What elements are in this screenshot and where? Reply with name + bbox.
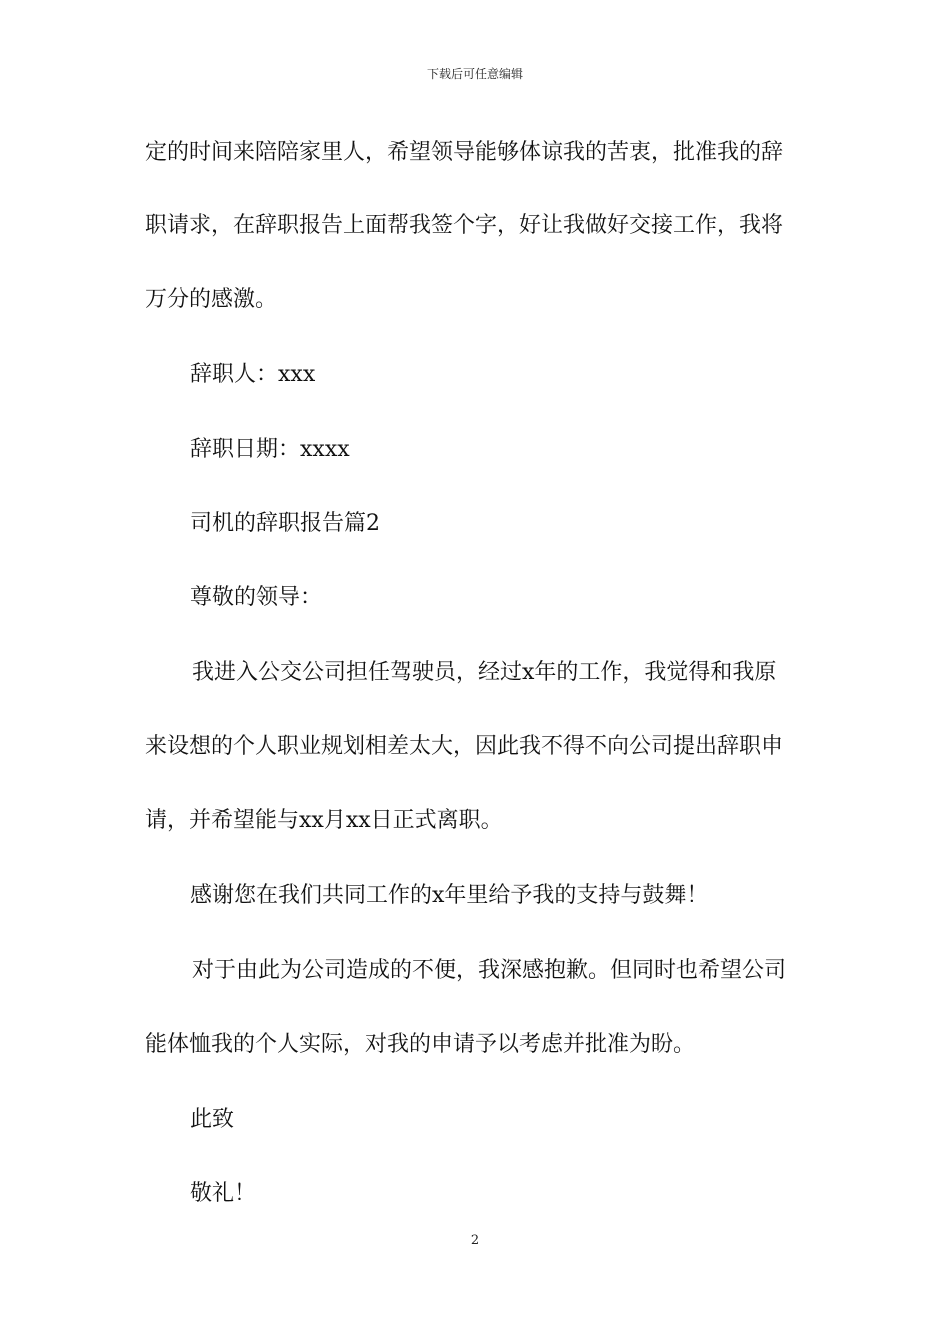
line-text: 辞职人：xxx: [190, 362, 316, 387]
line-text: 尊敬的领导：: [190, 585, 323, 610]
line-text: 感谢您在我们共同工作的x年里给予我的支持与鼓舞！: [190, 883, 709, 908]
line-text: 来设想的个人职业规划相差太大，因此我不得不向公司提出辞职申: [145, 734, 784, 759]
line-text: 请，并希望能与xx月xx日正式离职。: [145, 808, 503, 833]
line-text: 定的时间来陪陪家里人，希望领导能够体谅我的苦衷，批准我的辞: [145, 140, 784, 165]
line-text: 我进入公交公司担任驾驶员，经过x年的工作，我觉得和我原: [192, 660, 777, 685]
line-text: 能体恤我的个人实际，对我的申请予以考虑并批准为盼。: [145, 1032, 696, 1057]
line-text: 司机的辞职报告篇2: [190, 511, 380, 536]
line-text: 此致: [190, 1107, 235, 1132]
line-text: 万分的感激。: [145, 287, 278, 312]
page-number: 2: [470, 1233, 480, 1248]
page-header: 下载后可任意编辑: [426, 67, 523, 81]
line-text: 辞职日期：xxxx: [190, 437, 350, 462]
line-text: 敬礼！: [190, 1181, 257, 1206]
line-text: 职请求，在辞职报告上面帮我签个字，好让我做好交接工作，我将: [145, 213, 784, 238]
line-text: 对于由此为公司造成的不便，我深感抱歉。但同时也希望公司: [192, 958, 787, 983]
